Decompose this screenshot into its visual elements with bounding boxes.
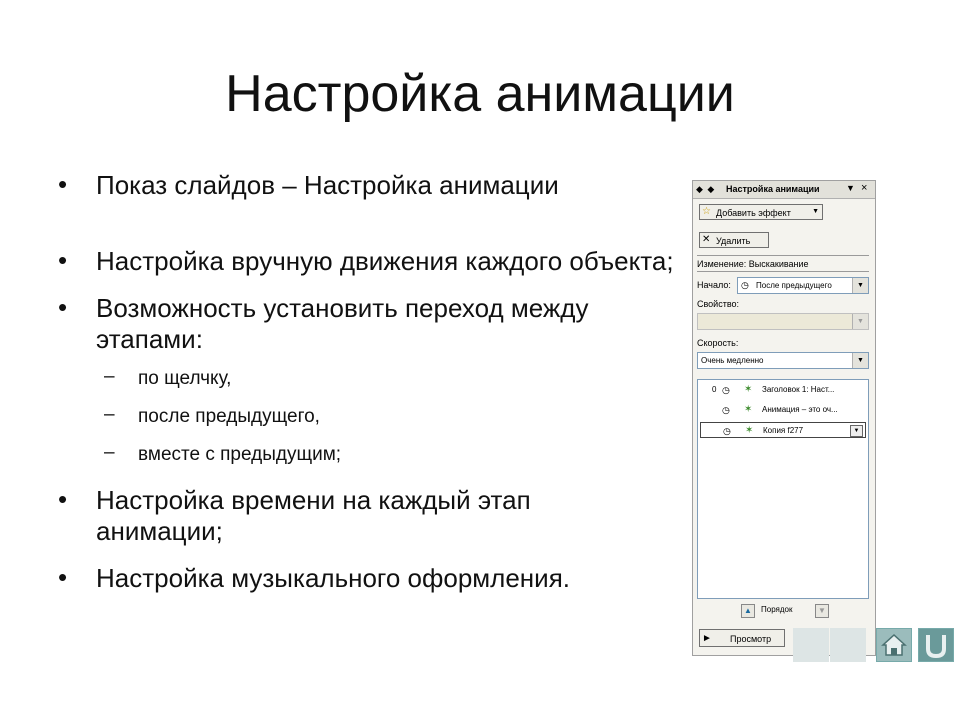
bullet-dot-icon: • xyxy=(58,169,68,199)
chevron-down-icon[interactable]: ▼ xyxy=(852,353,868,368)
bullet-dot-icon: • xyxy=(58,292,68,322)
dash-icon: – xyxy=(104,442,115,463)
slide-title: Настройка анимации xyxy=(225,65,735,123)
star-icon: ☆ xyxy=(702,206,711,217)
dash-icon: – xyxy=(104,366,115,387)
preview-button[interactable]: ► Просмотр xyxy=(699,629,785,647)
bullet-text: Показ слайдов – Настройка анимации xyxy=(96,170,559,200)
list-item-selected[interactable]: ◷ ✶ Копия f277 ▼ xyxy=(700,422,866,438)
bullet-item xyxy=(56,246,681,277)
star-icon: ✶ xyxy=(744,384,753,395)
bullet-item xyxy=(56,293,616,355)
order-label: Порядок xyxy=(761,605,793,614)
sub-bullet-item xyxy=(56,405,686,429)
bullet-list xyxy=(56,170,686,594)
sub-bullet-item xyxy=(56,367,686,391)
home-icon-graphic xyxy=(877,629,911,661)
property-label: Свойство: xyxy=(697,299,740,309)
property-select xyxy=(697,313,869,330)
clock-icon: ◷ xyxy=(722,385,730,395)
chevron-down-icon[interactable]: ▼ xyxy=(852,278,868,293)
delete-icon: ✕ xyxy=(702,234,711,245)
divider xyxy=(697,271,869,272)
bullet-dot-icon: • xyxy=(58,562,68,592)
chevron-down-icon[interactable]: ▼ xyxy=(850,425,863,437)
bullet-item xyxy=(56,485,656,547)
up-arrow-icon[interactable]: ▲ xyxy=(741,604,755,618)
list-item[interactable]: 0 ◷ ✶ Заголовок 1: Наст... xyxy=(700,382,866,398)
dropdown-icon[interactable]: ▼ xyxy=(846,183,855,193)
speed-select[interactable]: Очень медленно ▼ xyxy=(697,352,869,369)
bullet-text: Настройка музыкального оформления. xyxy=(96,563,570,593)
bullet-dot-icon: • xyxy=(58,245,68,275)
bullet-item xyxy=(56,170,686,201)
animation-list xyxy=(697,379,869,599)
task-pane-title: Настройка анимации xyxy=(726,184,820,194)
sub-bullet-item xyxy=(56,443,686,467)
clock-icon: ◷ xyxy=(722,405,730,415)
bullet-item xyxy=(56,563,686,594)
chevron-down-icon: ▼ xyxy=(852,314,868,329)
sub-bullet-text: вместе с предыдущим; xyxy=(138,444,342,465)
chevron-down-icon: ▼ xyxy=(812,208,819,215)
sub-bullet-text: по щелчку, xyxy=(138,368,232,389)
down-arrow-icon[interactable]: ▼ xyxy=(815,604,829,618)
dash-icon: – xyxy=(104,404,115,425)
animation-task-pane xyxy=(692,180,876,656)
bullet-text: Настройка времени на каждый этап анимации; xyxy=(96,485,531,546)
start-select[interactable]: ◷ После предыдущего ▼ xyxy=(737,277,869,294)
add-effect-button[interactable]: ☆ Добавить эффект ▼ xyxy=(699,204,823,220)
list-item[interactable]: ◷ ✶ Анимация – это оч... xyxy=(700,402,866,418)
close-icon[interactable]: × xyxy=(861,182,868,194)
task-pane-header xyxy=(693,181,875,199)
back-forward-icon[interactable]: ◆ ◆ xyxy=(696,184,716,194)
nav-placeholder xyxy=(830,628,866,662)
play-icon: ► xyxy=(702,633,712,644)
bullet-text: Настройка вручную движения каждого объекта; xyxy=(96,246,674,276)
start-label: Начало: xyxy=(697,280,731,290)
bullet-text: Возможность установить переход между этапами: xyxy=(96,293,589,354)
clock-icon: ◷ xyxy=(741,280,749,290)
return-icon[interactable] xyxy=(918,628,954,662)
clock-icon: ◷ xyxy=(723,426,731,436)
divider xyxy=(697,255,869,256)
nav-placeholder xyxy=(793,628,829,662)
sub-bullet-text: после предыдущего, xyxy=(138,406,320,427)
return-icon-graphic xyxy=(919,629,953,661)
home-icon[interactable] xyxy=(876,628,912,662)
delete-button[interactable]: ✕ Удалить xyxy=(699,232,769,248)
star-icon: ✶ xyxy=(744,404,753,415)
speed-label: Скорость: xyxy=(697,338,739,348)
change-label: Изменение: Выскакивание xyxy=(697,259,809,269)
bullet-dot-icon: • xyxy=(58,484,68,514)
star-icon: ✶ xyxy=(745,425,754,436)
